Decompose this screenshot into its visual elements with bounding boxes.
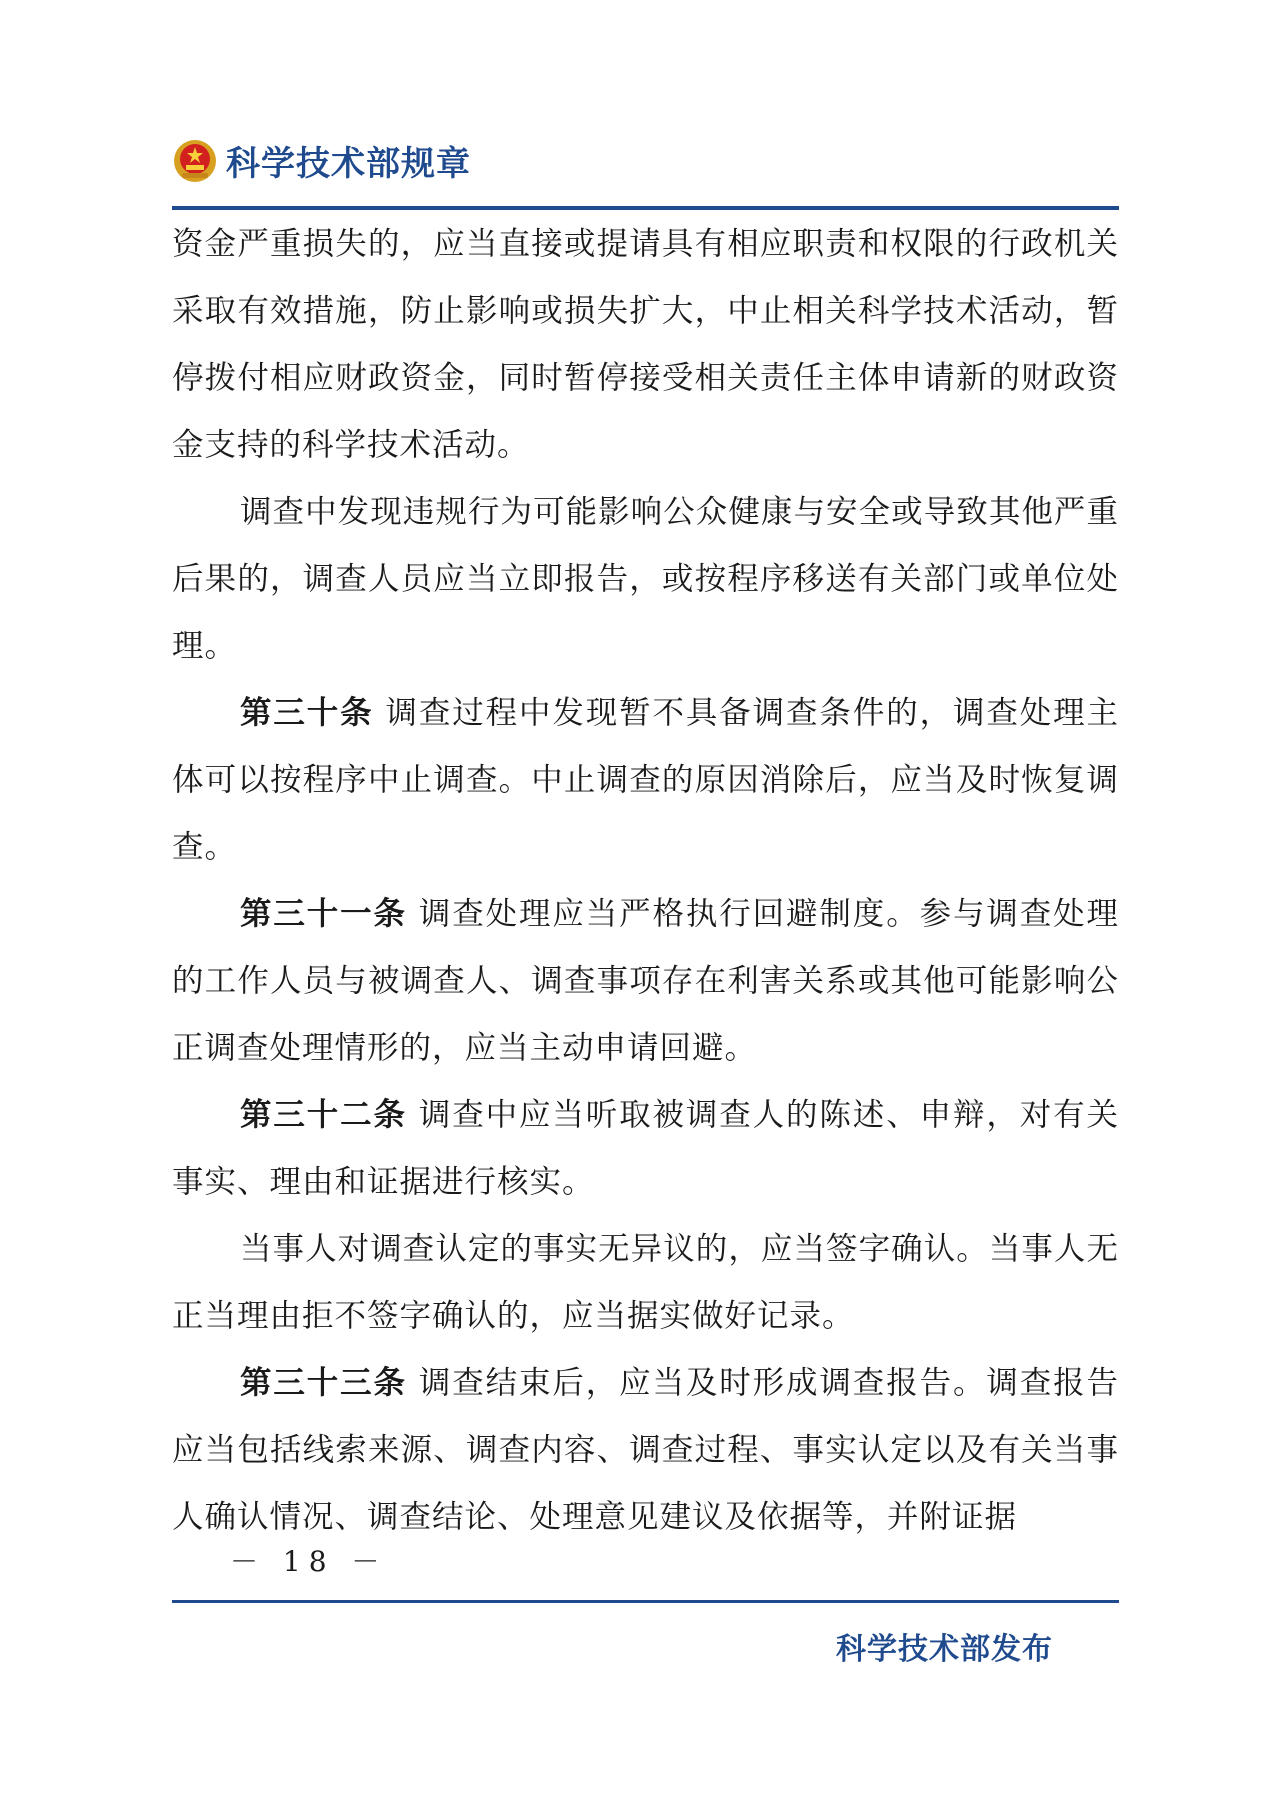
header-title: 科学技术部规章 (226, 144, 471, 184)
article-title: 第三十三条 (240, 1365, 407, 1401)
article-33 (172, 1350, 1119, 1551)
article-32 (172, 1082, 1119, 1216)
header-divider (172, 206, 1119, 210)
article-text: 调查过程中发现暂不具备调查条件的，调查处理主体可以按程序中止调查。中止调查的原因消除后，应当及时恢复调查。 (172, 695, 1119, 865)
article-31 (172, 881, 1119, 1082)
article-title: 第三十一条 (240, 896, 407, 932)
paragraph: 调查中发现违规行为可能影响公众健康与安全或导致其他严重后果的，调查人员应当立即报告，或按程序移送有关部门或单位处理。 (172, 494, 1119, 664)
national-emblem-icon (172, 138, 218, 184)
article-30 (172, 680, 1119, 881)
article-text: 调查中应当听取被调查人的陈述、申辩，对有关事实、理由和证据进行核实。 (172, 1097, 1119, 1200)
paragraph-continuation: 资金严重损失的，应当直接或提请具有相应职责和权限的行政机关采取有效措施，防止影响或损失扩大，中止相关科学技术活动，暂停拨付相应财政资金，同时暂停接受相关责任主体申请新的财政资金支持的科学技术活动。 (172, 226, 1119, 463)
footer-publisher: 科学技术部发布 (836, 1632, 1053, 1667)
page-number: － 18 － (230, 1545, 388, 1578)
page-header (172, 136, 471, 185)
footer-divider (172, 1600, 1119, 1603)
article-title: 第三十条 (240, 695, 374, 731)
article-text: 调查结束后，应当及时形成调查报告。调查报告应当包括线索来源、调查内容、调查过程、事实认定以及有关当事人确认情况、调查结论、处理意见建议及依据等，并附证据 (172, 1365, 1119, 1535)
paragraph: 当事人对调查认定的事实无异议的，应当签字确认。当事人无正当理由拒不签字确认的，应当据实做好记录。 (172, 1231, 1119, 1334)
article-text: 调查处理应当严格执行回避制度。参与调查处理的工作人员与被调查人、调查事项存在利害关系或其他可能影响公正调查处理情形的，应当主动申请回避。 (172, 896, 1119, 1066)
article-title: 第三十二条 (240, 1097, 407, 1133)
document-body (172, 211, 1119, 1551)
